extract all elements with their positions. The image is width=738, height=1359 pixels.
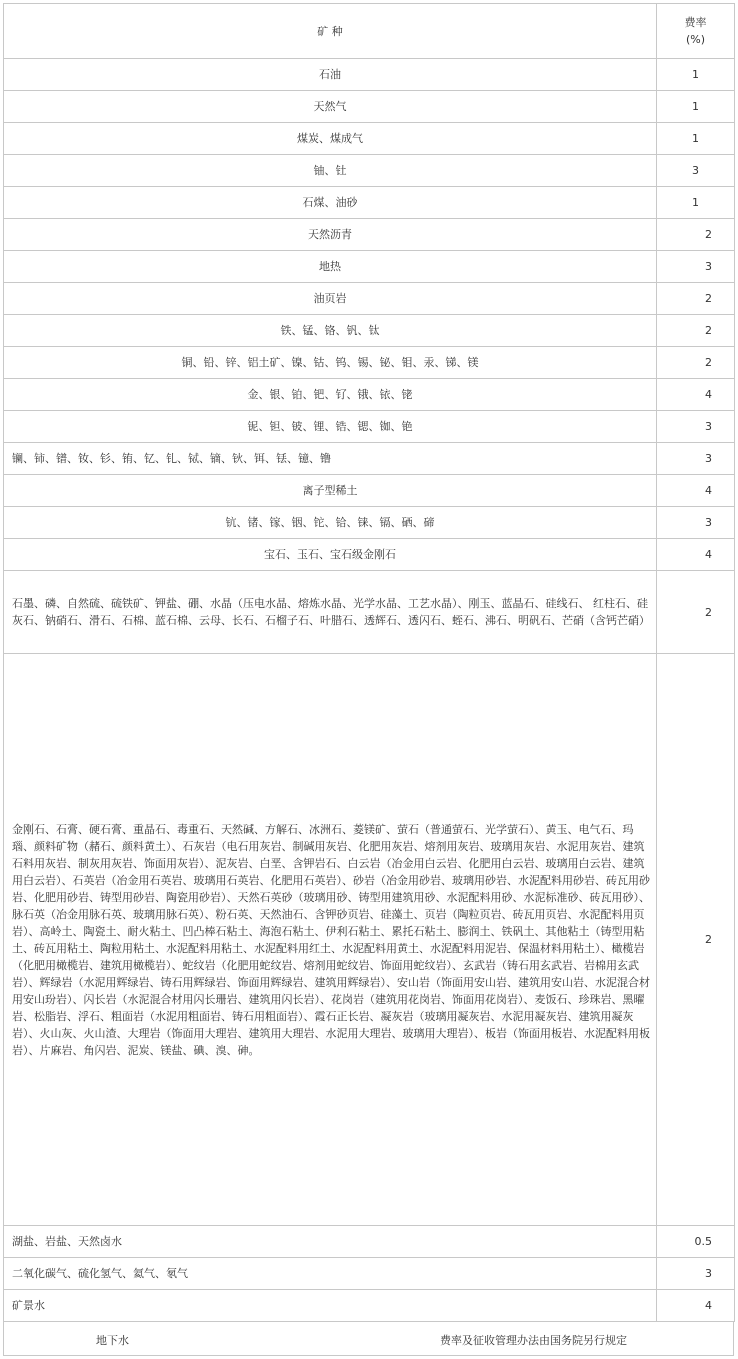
mineral-name: 油页岩	[4, 283, 657, 315]
mineral-name: 金刚石、石膏、硬石膏、重晶石、毒重石、天然碱、方解石、冰洲石、菱镁矿、萤石（普通萤石、光学萤石）、黄玉、电气石、玛瑙、颜料矿物（赭石、颜料黄土）、石灰岩（电石用灰岩、制碱用灰岩、化肥用灰岩、熔剂用灰岩、玻璃用灰岩、水泥用灰岩、建筑石料用灰岩、制灰用灰岩、饰面用灰岩）、泥灰岩、白垩、含钾岩石、白云岩（冶金用白云岩、化肥用白云岩、玻璃用白云岩、建筑用白云岩）、石英岩（冶金用石英岩、玻璃用石英岩、化肥用石英岩）、砂岩（冶金用砂岩、玻璃用砂岩、水泥配料用砂岩、砖瓦用砂岩、化肥用砂岩、铸型用砂岩、陶瓷用砂岩）、天然石英砂（玻璃用砂、铸型用建筑用砂、水泥配料用砂、水泥标准砂、砖瓦用砂）、脉石英（冶金用脉石英、玻璃用脉石英）、粉石英、天然油石、含钾砂页岩、硅藻土、页岩（陶粒页岩、砖瓦用页岩、水泥配料用页岩）、高岭土、陶瓷土、耐火粘土、凹凸棒石粘土、海泡石粘土、伊利石粘土、累托石粘土、膨润土、铁矾土、其他粘土（铸型用粘土、砖瓦用粘土、陶粒用粘土、水泥配料用粘土、水泥配料用红土、水泥配料用黄土、水泥配料用泥岩、保温材料用粘土）、橄榄岩（化肥用橄榄岩、建筑用橄榄岩）、蛇纹岩（化肥用蛇纹岩、熔剂用蛇纹岩、饰面用蛇纹岩）、玄武岩（铸石用玄武岩、岩棉用玄武岩）、辉绿岩（水泥用辉绿岩、铸石用辉绿岩、饰面用辉绿岩、建筑用辉绿岩）、安山岩（饰面用安山岩、建筑用安山岩、水泥混合材用安山玢岩）、闪长岩（水泥混合材用闪长珊岩、建筑用闪长岩）、花岗岩（建筑用花岗岩、饰面用花岗岩）、麦饭石、珍珠岩、黑曜岩、松脂岩、浮石、粗面岩（水泥用粗面岩、铸石用粗面岩）、霞石正长岩、凝灰岩（玻璃用凝灰岩、水泥用凝灰岩、建筑用凝灰岩）、火山灰、火山渣、大理岩（饰面用大理岩、建筑用大理岩、水泥用大理岩、玻璃用大理岩）、板岩（饰面用板岩、水泥配料用板岩）、片麻岩、角闪岩、泥炭、镁盐、碘、溴、砷。	[4, 654, 657, 1226]
mineral-name: 石油	[4, 59, 657, 91]
mineral-name: 铜、铅、锌、铝土矿、镍、钴、钨、锡、铋、钼、汞、锑、镁	[4, 347, 657, 379]
rate-value: 3	[657, 155, 735, 187]
rate-value: 3	[657, 1258, 735, 1290]
footer-note: 费率及征收管理办法由国务院另行规定	[440, 1334, 627, 1347]
mineral-name: 石煤、油砂	[4, 187, 657, 219]
rate-value: 3	[657, 507, 735, 539]
table-row	[4, 654, 735, 1226]
table-row	[4, 347, 735, 379]
table-row	[4, 283, 735, 315]
table-row	[4, 1258, 735, 1290]
rate-value: 3	[657, 251, 735, 283]
rate-value: 3	[657, 443, 735, 475]
rate-value: 0.5	[657, 1226, 735, 1258]
table-row	[4, 507, 735, 539]
table-row	[4, 411, 735, 443]
table-row	[4, 251, 735, 283]
rate-value: 1	[657, 59, 735, 91]
table-row	[4, 475, 735, 507]
table-row	[4, 571, 735, 654]
header-rate-unit: (%)	[685, 33, 706, 46]
table-row	[4, 155, 735, 187]
rate-value: 1	[657, 123, 735, 155]
rate-value: 2	[657, 654, 735, 1226]
mineral-name: 离子型稀土	[4, 475, 657, 507]
table-row	[4, 59, 735, 91]
rate-value: 2	[657, 219, 735, 251]
mineral-name: 石墨、磷、自然硫、硫铁矿、钾盐、硼、水晶（压电水晶、熔炼水晶、光学水晶、工艺水晶）、刚玉、蓝晶石、硅线石、 红柱石、硅灰石、钠硝石、滑石、石棉、蓝石棉、云母、长石、石榴子石、叶腊石、透辉石、透闪石、蛭石、沸石、明矾石、芒硝（含钙芒硝）	[4, 571, 657, 654]
rate-value: 3	[657, 411, 735, 443]
table-row	[4, 443, 735, 475]
rate-value: 4	[657, 379, 735, 411]
rate-value: 2	[657, 347, 735, 379]
table-header-row	[4, 4, 735, 59]
table-row	[4, 91, 735, 123]
rate-value: 2	[657, 315, 735, 347]
mineral-rate-table	[3, 3, 735, 1322]
mineral-name: 二氧化碳气、硫化氢气、氦气、氡气	[4, 1258, 657, 1290]
header-rate	[657, 4, 735, 59]
footer-mineral-name: 地下水	[96, 1334, 129, 1347]
table-row	[4, 315, 735, 347]
mineral-name: 镧、铈、镨、钕、钐、铕、钇、钆、铽、镝、钬、铒、铥、镱、镥	[4, 443, 657, 475]
mineral-name: 天然气	[4, 91, 657, 123]
mineral-name: 铁、锰、铬、钒、钛	[4, 315, 657, 347]
rate-value: 1	[657, 187, 735, 219]
table-row	[4, 123, 735, 155]
rate-value: 2	[657, 283, 735, 315]
mineral-name: 天然沥青	[4, 219, 657, 251]
rate-value: 2	[657, 571, 735, 654]
table-row	[4, 1226, 735, 1258]
footer-row	[3, 1322, 734, 1356]
header-mineral: 矿 种	[4, 4, 657, 59]
table-row	[4, 219, 735, 251]
mineral-name: 地热	[4, 251, 657, 283]
mineral-name: 铀、钍	[4, 155, 657, 187]
table-row	[4, 539, 735, 571]
mineral-name: 煤炭、煤成气	[4, 123, 657, 155]
table-row	[4, 1290, 735, 1322]
rate-value: 4	[657, 475, 735, 507]
mineral-name: 矿景水	[4, 1290, 657, 1322]
header-rate-label: 费率	[684, 16, 707, 29]
rate-value: 1	[657, 91, 735, 123]
mineral-name: 宝石、玉石、宝石级金刚石	[4, 539, 657, 571]
mineral-name: 湖盐、岩盐、天然卤水	[4, 1226, 657, 1258]
mineral-name: 金、银、铂、钯、钌、锇、铱、铑	[4, 379, 657, 411]
mineral-name: 钪、锗、镓、铟、铊、铪、铼、镉、硒、碲	[4, 507, 657, 539]
mineral-name: 铌、钽、铍、锂、锆、锶、铷、铯	[4, 411, 657, 443]
rate-value: 4	[657, 1290, 735, 1322]
table-row	[4, 379, 735, 411]
table-row	[4, 187, 735, 219]
rate-value: 4	[657, 539, 735, 571]
